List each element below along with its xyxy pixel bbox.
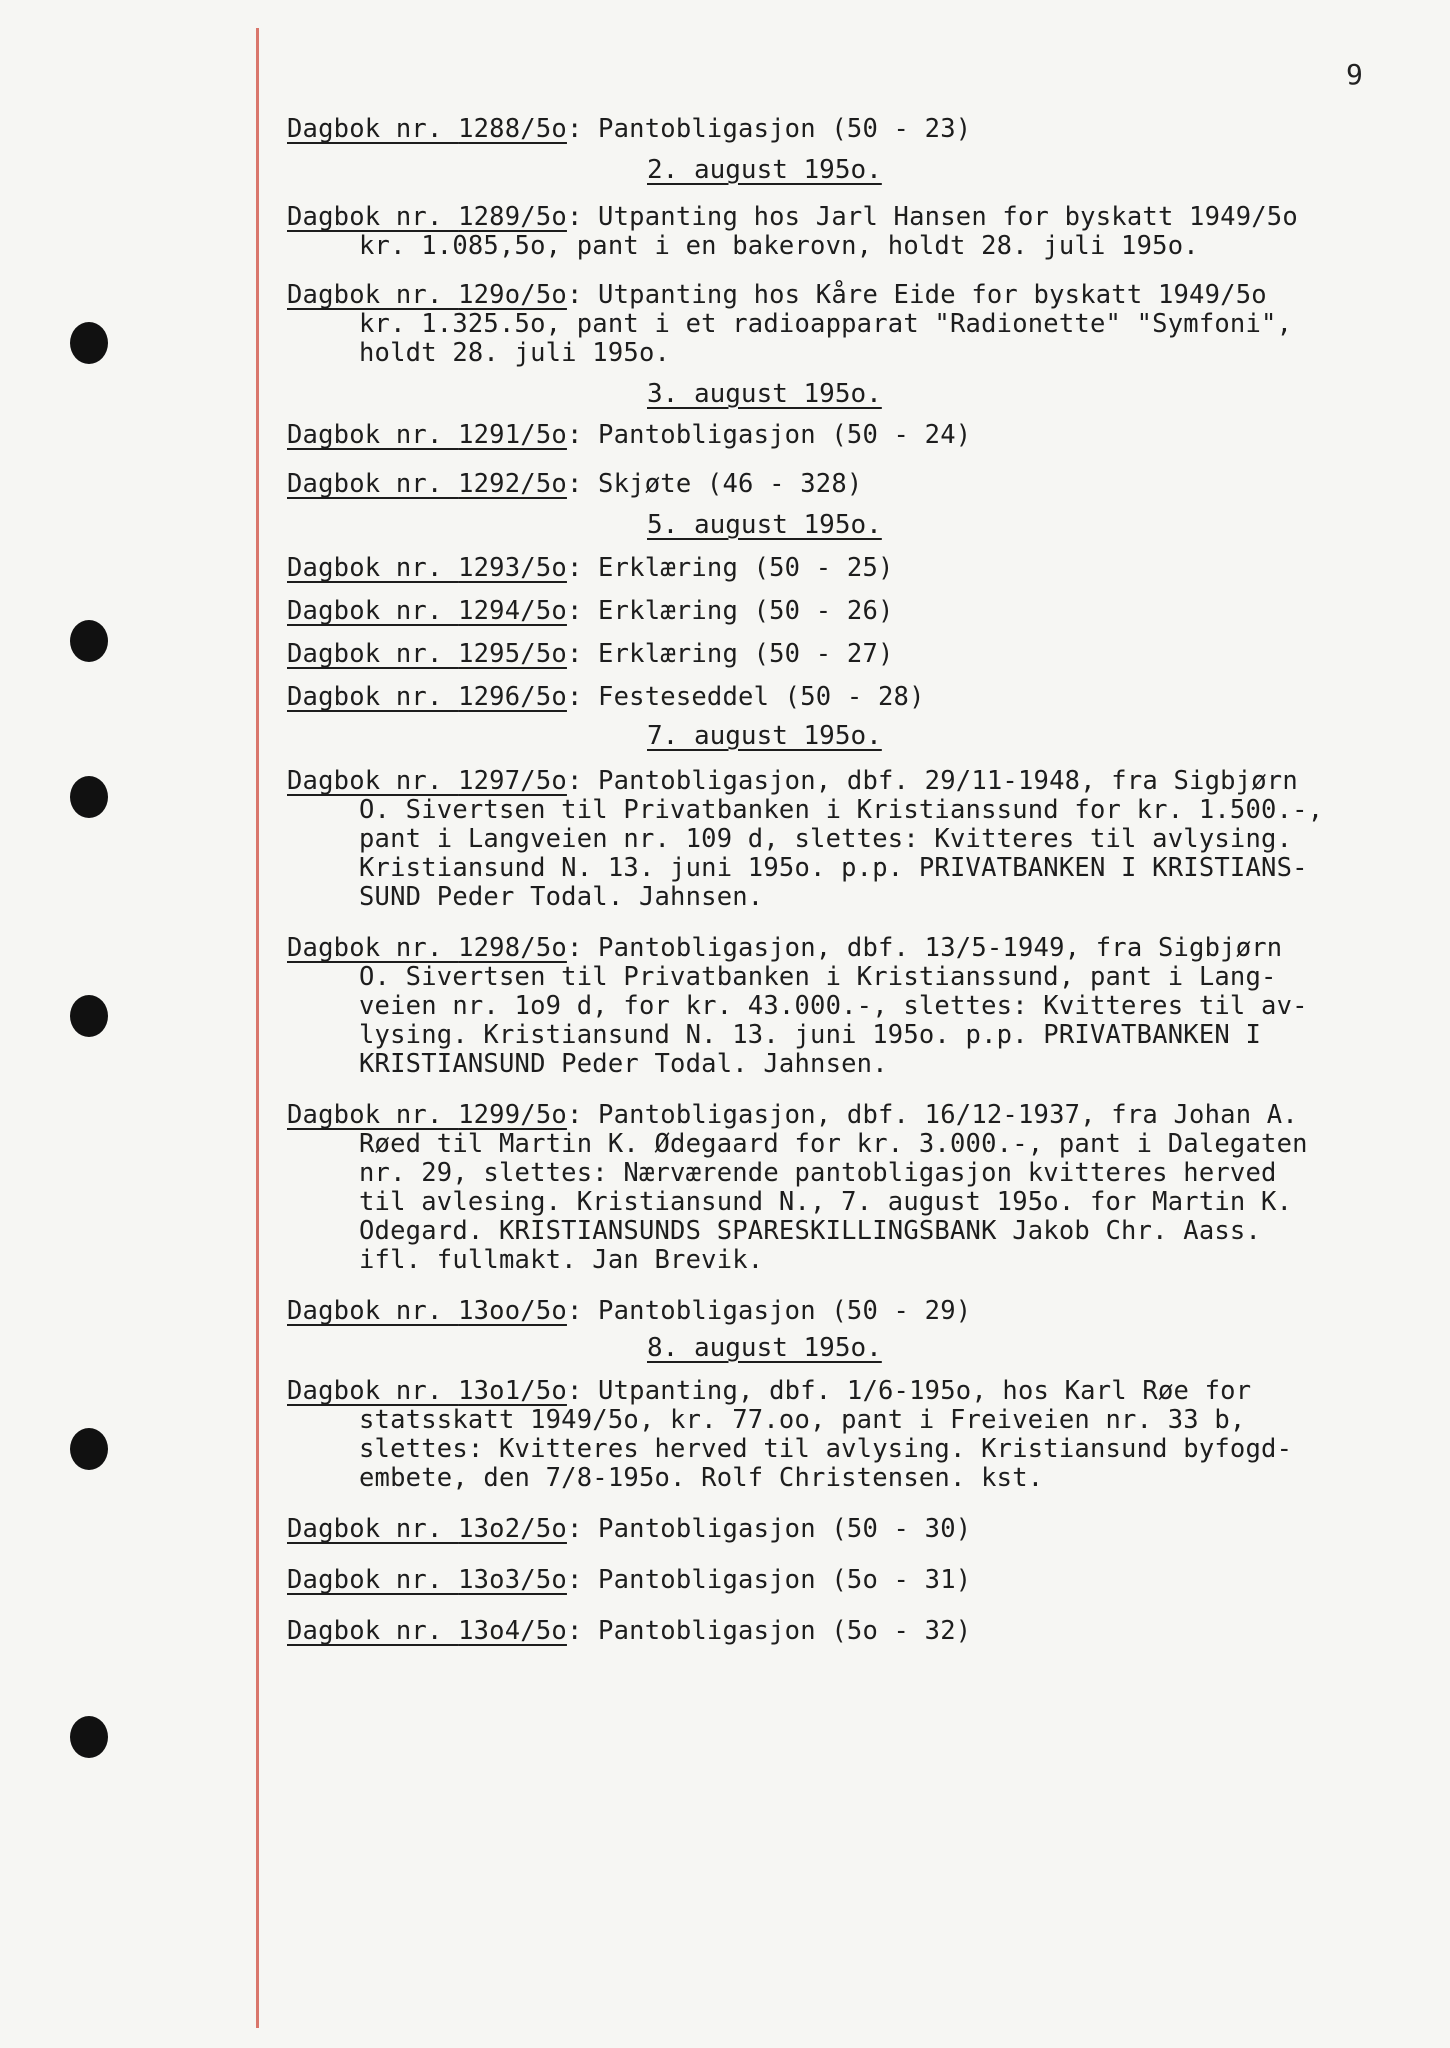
punch-hole	[70, 620, 108, 662]
reference-number: 1296/5o	[458, 682, 567, 712]
entry-first-line	[287, 683, 1407, 712]
entry-continuation-line: ifl. fullmakt. Jan Brevik.	[359, 1245, 764, 1275]
date-heading	[287, 1334, 1407, 1363]
entry-reference	[287, 1616, 567, 1646]
ledger-entries	[287, 115, 1407, 1646]
entry-continuation-line: slettes: Kvitteres herved til avlysing. Kristiansund byfogd-	[359, 1434, 1293, 1464]
entry-reference	[287, 1514, 567, 1544]
entry-first-line	[287, 1566, 1407, 1595]
reference-number: 13o1/5o	[458, 1376, 567, 1406]
entry-first-line	[287, 281, 1407, 310]
margin-rule	[256, 28, 259, 2028]
reference-prefix: Dagbok nr.	[287, 420, 459, 450]
entry-reference	[287, 202, 567, 232]
entry-text: : Erklæring (50 - 27)	[566, 639, 894, 669]
entry-first-line	[287, 554, 1407, 583]
entry-text: : Pantobligasjon (5o - 31)	[566, 1565, 972, 1595]
ledger-entry	[287, 767, 1407, 912]
entry-continuation-line: nr. 29, slettes: Nærværende pantobligasjon kvitteres herved	[359, 1158, 1277, 1188]
ledger-entry	[287, 203, 1407, 261]
entry-first-line	[287, 470, 1407, 499]
entry-first-line	[287, 115, 1407, 144]
reference-prefix: Dagbok nr.	[287, 1296, 459, 1326]
reference-prefix: Dagbok nr.	[287, 1565, 459, 1595]
ledger-entry	[287, 1377, 1407, 1493]
entry-continuation-line: O. Sivertsen til Privatbanken i Kristianssund, pant i Lang-	[359, 962, 1277, 992]
entry-reference	[287, 1376, 567, 1406]
reference-prefix: Dagbok nr.	[287, 280, 459, 310]
entry-reference	[287, 682, 567, 712]
entry-text: : Utpanting hos Kåre Eide for byskatt 1949/5o	[566, 280, 1267, 310]
ledger-entry	[287, 1617, 1407, 1646]
entry-first-line	[287, 1297, 1407, 1326]
entry-reference	[287, 1100, 567, 1130]
entry-reference	[287, 420, 567, 450]
entry-reference	[287, 596, 567, 626]
reference-number: 13o3/5o	[458, 1565, 567, 1595]
reference-prefix: Dagbok nr.	[287, 1376, 459, 1406]
entry-continuation-line: pant i Langveien nr. 109 d, slettes: Kvitteres til avlysing.	[359, 824, 1293, 854]
reference-prefix: Dagbok nr.	[287, 1616, 459, 1646]
ledger-entry	[287, 1515, 1407, 1544]
entry-continuation-line: Kristiansund N. 13. juni 195o. p.p. PRIVATBANKEN I KRISTIANS-	[359, 853, 1308, 883]
date-text: 2. august 195o.	[647, 155, 882, 185]
reference-number: 1288/5o	[458, 114, 567, 144]
entry-continuation-line: Odegard. KRISTIANSUNDS SPARESKILLINGSBANK Jakob Chr. Aass.	[359, 1216, 1262, 1246]
punch-hole	[70, 1716, 108, 1758]
entry-text: : Erklæring (50 - 26)	[566, 596, 894, 626]
punch-hole	[70, 322, 108, 364]
ledger-entry	[287, 281, 1407, 368]
entry-first-line	[287, 640, 1407, 669]
reference-number: 1295/5o	[458, 639, 567, 669]
entry-reference	[287, 639, 567, 669]
entry-reference	[287, 469, 567, 499]
entry-reference	[287, 1296, 567, 1326]
date-heading	[287, 156, 1407, 185]
entry-continuation-line: Røed til Martin K. Ødegaard for kr. 3.000.-, pant i Dalegaten	[359, 1129, 1308, 1159]
entry-text: : Pantobligasjon (5o - 32)	[566, 1616, 972, 1646]
entry-text: : Pantobligasjon (50 - 24)	[566, 420, 972, 450]
entry-first-line	[287, 934, 1407, 963]
reference-number: 1289/5o	[458, 202, 567, 232]
reference-prefix: Dagbok nr.	[287, 114, 459, 144]
entry-continuation-line: SUND Peder Todal. Jahnsen.	[359, 882, 764, 912]
reference-number: 13o2/5o	[458, 1514, 567, 1544]
entry-reference	[287, 114, 567, 144]
punch-hole	[70, 1428, 108, 1470]
entry-continuation-line: kr. 1.085,5o, pant i en bakerovn, holdt 28. juli 195o.	[359, 231, 1199, 261]
ledger-entry	[287, 554, 1407, 583]
reference-number: 1294/5o	[458, 596, 567, 626]
ledger-entry	[287, 683, 1407, 712]
date-text: 7. august 195o.	[647, 721, 882, 751]
ledger-entry	[287, 421, 1407, 450]
reference-prefix: Dagbok nr.	[287, 933, 459, 963]
entry-first-line	[287, 1101, 1407, 1130]
date-text: 8. august 195o.	[647, 1333, 882, 1363]
ledger-entry	[287, 640, 1407, 669]
reference-prefix: Dagbok nr.	[287, 1514, 459, 1544]
entry-first-line	[287, 203, 1407, 232]
date-heading	[287, 380, 1407, 409]
entry-continuation-line: KRISTIANSUND Peder Todal. Jahnsen.	[359, 1049, 888, 1079]
entry-continuation-line: veien nr. 1o9 d, for kr. 43.000.-, slettes: Kvitteres til av-	[359, 991, 1308, 1021]
reference-number: 13o4/5o	[458, 1616, 567, 1646]
reference-number: 1298/5o	[458, 933, 567, 963]
page-number: 9	[1346, 58, 1363, 91]
entry-continuation-line: holdt 28. juli 195o.	[359, 338, 671, 368]
entry-text: : Skjøte (46 - 328)	[566, 469, 863, 499]
date-heading	[287, 722, 1407, 751]
reference-number: 1293/5o	[458, 553, 567, 583]
entry-continuation-line: til avlesing. Kristiansund N., 7. august 195o. for Martin K.	[359, 1187, 1293, 1217]
reference-prefix: Dagbok nr.	[287, 639, 459, 669]
entry-text: : Utpanting, dbf. 1/6-195o, hos Karl Røe for	[566, 1376, 1252, 1406]
reference-prefix: Dagbok nr.	[287, 596, 459, 626]
entry-continuation-line: O. Sivertsen til Privatbanken i Kristianssund for kr. 1.500.-,	[359, 795, 1324, 825]
reference-prefix: Dagbok nr.	[287, 1100, 459, 1130]
ledger-entry	[287, 1101, 1407, 1275]
reference-prefix: Dagbok nr.	[287, 682, 459, 712]
reference-number: 1291/5o	[458, 420, 567, 450]
entry-reference	[287, 280, 567, 310]
entry-reference	[287, 933, 567, 963]
entry-text: : Pantobligasjon, dbf. 16/12-1937, fra Johan A.	[566, 1100, 1298, 1130]
date-text: 5. august 195o.	[647, 510, 882, 540]
entry-text: : Pantobligasjon (50 - 30)	[566, 1514, 972, 1544]
ledger-entry	[287, 470, 1407, 499]
punch-hole	[70, 995, 108, 1037]
entry-text: : Pantobligasjon (50 - 29)	[566, 1296, 972, 1326]
entry-continuation-line: lysing. Kristiansund N. 13. juni 195o. p.p. PRIVATBANKEN I	[359, 1020, 1262, 1050]
entry-first-line	[287, 597, 1407, 626]
punch-hole	[70, 776, 108, 818]
reference-number: 1299/5o	[458, 1100, 567, 1130]
entry-reference	[287, 1565, 567, 1595]
entry-reference	[287, 553, 567, 583]
ledger-entry	[287, 1297, 1407, 1326]
entry-continuation-line: kr. 1.325.5o, pant i et radioapparat "Radionette" "Symfoni",	[359, 309, 1293, 339]
entry-first-line	[287, 1377, 1407, 1406]
reference-number: 1297/5o	[458, 766, 567, 796]
reference-number: 1292/5o	[458, 469, 567, 499]
reference-prefix: Dagbok nr.	[287, 553, 459, 583]
reference-prefix: Dagbok nr.	[287, 202, 459, 232]
reference-prefix: Dagbok nr.	[287, 766, 459, 796]
reference-number: 13oo/5o	[458, 1296, 567, 1326]
entry-text: : Pantobligasjon, dbf. 29/11-1948, fra Sigbjørn	[566, 766, 1298, 796]
date-text: 3. august 195o.	[647, 379, 882, 409]
entry-text: : Utpanting hos Jarl Hansen for byskatt 1949/5o	[566, 202, 1298, 232]
entry-text: : Festeseddel (50 - 28)	[566, 682, 925, 712]
entry-text: : Pantobligasjon, dbf. 13/5-1949, fra Sigbjørn	[566, 933, 1283, 963]
entry-first-line	[287, 1617, 1407, 1646]
entry-continuation-line: embete, den 7/8-195o. Rolf Christensen. kst.	[359, 1463, 1044, 1493]
reference-prefix: Dagbok nr.	[287, 469, 459, 499]
date-heading	[287, 511, 1407, 540]
entry-first-line	[287, 1515, 1407, 1544]
ledger-entry	[287, 597, 1407, 626]
entry-text: : Erklæring (50 - 25)	[566, 553, 894, 583]
ledger-entry	[287, 115, 1407, 144]
entry-first-line	[287, 421, 1407, 450]
ledger-entry	[287, 1566, 1407, 1595]
entry-first-line	[287, 767, 1407, 796]
reference-number: 129o/5o	[458, 280, 567, 310]
entry-text: : Pantobligasjon (50 - 23)	[566, 114, 972, 144]
entry-continuation-line: statsskatt 1949/5o, kr. 77.oo, pant i Freiveien nr. 33 b,	[359, 1405, 1246, 1435]
entry-reference	[287, 766, 567, 796]
ledger-entry	[287, 934, 1407, 1079]
